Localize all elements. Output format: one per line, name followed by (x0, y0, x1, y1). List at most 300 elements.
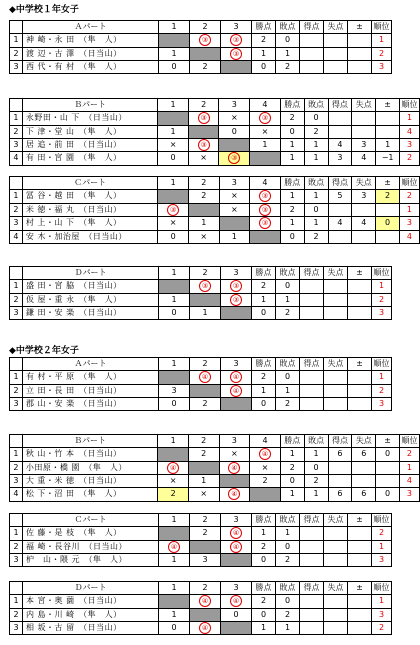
column-header: 2 (190, 21, 221, 34)
stat-cell: 0 (280, 230, 304, 243)
diagonal-cell (158, 190, 189, 204)
pair-name: 神 崎・永 田 （隼 人） (23, 34, 159, 48)
column-header: ± (348, 582, 372, 595)
diagonal-cell (221, 398, 252, 411)
header-corner (10, 267, 23, 280)
column-header: ± (376, 435, 400, 448)
column-header: 順位 (399, 435, 419, 448)
column-header: 3 (221, 358, 252, 371)
pair-name: 米 徳・福 丸 （日当山） (22, 203, 157, 217)
column-header: ± (348, 514, 372, 527)
column-header: 2 (190, 582, 221, 595)
table-row (10, 475, 420, 488)
row-number: 1 (10, 595, 23, 609)
stat-cell (352, 125, 376, 138)
win-mark: ③ (199, 34, 211, 46)
row-number: 2 (10, 203, 23, 217)
column-header: 1 (159, 514, 190, 527)
rank-cell: 1 (372, 595, 392, 609)
column-header: 得点 (300, 582, 324, 595)
stat-cell: 2 (252, 280, 276, 294)
column-header: 失点 (352, 99, 376, 112)
pair-name: 冨 谷・越 田 （隼 人） (22, 190, 157, 204)
rank-cell: 3 (372, 398, 392, 411)
pair-name: 西 代・有 村 （隼 人） (23, 61, 159, 74)
rank-cell: 3 (399, 488, 419, 502)
column-header: 敗点 (304, 435, 328, 448)
stat-cell: 0 (304, 203, 328, 217)
stat-cell: 2 (276, 61, 300, 74)
row-number: 1 (10, 527, 23, 541)
row-number: 3 (10, 475, 23, 488)
stat-cell (300, 47, 324, 61)
match-result-cell: × (250, 461, 281, 475)
row-number: 2 (10, 47, 23, 61)
pair-name: 村 上・山 下 （隼 人） (22, 217, 157, 231)
pair-name: 下 津・堂 山 （隼 人） (22, 125, 157, 138)
stat-cell: 1 (304, 448, 328, 462)
win-mark: ④ (228, 462, 240, 474)
win-mark: ③ (199, 280, 211, 292)
win-mark: ③ (198, 112, 210, 124)
diagonal-cell (190, 608, 221, 621)
pair-name: 福 崎・長谷川 （日当山） (23, 540, 159, 554)
row-number: 2 (10, 540, 23, 554)
column-header: 失点 (324, 358, 348, 371)
match-result-cell (250, 190, 281, 204)
column-header: 順位 (372, 514, 392, 527)
stat-cell (324, 595, 348, 609)
stat-cell: 0 (376, 448, 400, 462)
column-header: 勝点 (280, 435, 304, 448)
rank-cell: 4 (400, 125, 420, 138)
stat-cell: 2 (276, 307, 300, 320)
pair-name: 大 重・米 徳 （日当山） (22, 475, 157, 488)
match-result-cell: × (219, 112, 250, 126)
stat-cell (324, 608, 348, 621)
column-header: ± (348, 267, 372, 280)
stat-cell (300, 61, 324, 74)
table-row (10, 621, 392, 635)
part-name: Ａパート (23, 358, 159, 371)
win-mark: ④ (199, 371, 211, 383)
table-row (10, 398, 392, 411)
stat-cell (300, 540, 324, 554)
row-number: 2 (10, 125, 23, 138)
pair-name: 松 下・沼 田 （隼 人） (22, 488, 157, 502)
match-result-cell (190, 621, 221, 635)
match-result-cell (219, 152, 250, 166)
stat-cell: 1 (280, 217, 304, 231)
pair-name: 盛 田・宮 脇 （日当山） (23, 280, 159, 294)
stat-cell: 1 (252, 293, 276, 307)
rank-cell: 3 (372, 608, 392, 621)
column-header: 勝点 (252, 582, 276, 595)
column-header: 勝点 (252, 358, 276, 371)
stat-cell: 5 (328, 190, 352, 204)
column-header: 順位 (399, 177, 419, 190)
stat-cell: 1 (304, 152, 328, 166)
table-row (10, 371, 392, 385)
rank-cell: 4 (399, 475, 419, 488)
stat-cell (348, 554, 372, 567)
stat-cell: 0 (304, 112, 328, 126)
win-mark: ④ (230, 385, 242, 397)
rank-cell: 1 (399, 203, 419, 217)
match-result-cell (221, 280, 252, 294)
column-header: 2 (188, 99, 219, 112)
stat-cell (300, 34, 324, 48)
match-result-cell (190, 280, 221, 294)
stat-cell: 1 (276, 293, 300, 307)
rank-cell: 3 (372, 61, 392, 74)
win-mark: ③ (230, 34, 242, 46)
stat-cell: 2 (252, 371, 276, 385)
stat-cell: 0 (304, 461, 328, 475)
stat-cell: 0 (252, 608, 276, 621)
match-result-cell: 1 (159, 293, 190, 307)
column-header: 敗点 (276, 582, 300, 595)
row-number: 3 (10, 398, 23, 411)
pair-name: 居 追・前 田 （日当山） (22, 138, 157, 152)
rank-cell: 1 (372, 540, 392, 554)
rank-cell: 1 (372, 34, 392, 48)
stat-cell: 2 (276, 398, 300, 411)
part-name: Ｄパート (23, 267, 159, 280)
stat-cell: 1 (276, 384, 300, 398)
row-number: 2 (10, 461, 23, 475)
stat-cell (352, 112, 376, 126)
pair-name: 佐 藤・是 枝 （隼 人） (23, 527, 159, 541)
column-header: 3 (219, 435, 250, 448)
stat-cell: 1 (280, 152, 304, 166)
stat-cell (324, 540, 348, 554)
stat-cell: 1 (280, 488, 304, 502)
stat-cell (348, 61, 372, 74)
part-table (9, 176, 420, 244)
header-corner (10, 99, 23, 112)
match-result-cell (250, 448, 281, 462)
match-result-cell (250, 112, 281, 126)
part-table (9, 513, 392, 567)
diagonal-cell (159, 34, 190, 48)
column-header: 順位 (372, 21, 392, 34)
stat-cell (328, 461, 352, 475)
stat-cell (348, 621, 372, 635)
match-result-cell: 1 (190, 307, 221, 320)
row-number: 4 (10, 488, 23, 502)
column-header: 順位 (372, 582, 392, 595)
row-number: 1 (10, 34, 23, 48)
match-result-cell: 0 (159, 621, 190, 635)
row-number: 1 (10, 190, 23, 204)
stat-cell (324, 371, 348, 385)
stat-cell (324, 280, 348, 294)
diagonal-cell (250, 152, 281, 166)
match-result-cell: 0 (158, 152, 189, 166)
stat-cell: 1 (280, 138, 304, 152)
diagonal-cell (158, 112, 189, 126)
stat-cell (324, 398, 348, 411)
table-header-row (10, 435, 420, 448)
stat-cell: 2 (276, 554, 300, 567)
row-number: 3 (10, 554, 23, 567)
column-header: 2 (190, 358, 221, 371)
stat-cell (348, 34, 372, 48)
match-result-cell: 1 (250, 138, 281, 152)
diagonal-cell (190, 384, 221, 398)
stat-cell: 1 (276, 621, 300, 635)
pair-name: 立 田・長 田 （日当山） (23, 384, 159, 398)
win-mark: ④ (259, 448, 271, 460)
diagonal-cell (190, 540, 221, 554)
pair-name: 枦 山・隈 元 （隼 人） (23, 554, 159, 567)
column-header: 得点 (300, 358, 324, 371)
stat-cell (324, 293, 348, 307)
stat-cell: 1 (280, 190, 304, 204)
header-corner (10, 177, 23, 190)
table-row (10, 307, 392, 320)
column-header: 1 (159, 582, 190, 595)
stat-cell (324, 61, 348, 74)
rank-cell: 2 (372, 527, 392, 541)
match-result-cell: 0 (159, 61, 190, 74)
header-corner (10, 21, 23, 34)
column-header: 順位 (400, 99, 420, 112)
stat-cell: 2 (252, 595, 276, 609)
stat-cell: 2 (280, 461, 304, 475)
stat-cell (300, 384, 324, 398)
column-header: 4 (250, 177, 281, 190)
stat-cell: 1 (304, 488, 328, 502)
stat-cell: 2 (304, 230, 328, 243)
stat-cell (376, 112, 400, 126)
diagonal-cell (219, 475, 250, 488)
stat-cell: 1 (252, 384, 276, 398)
header-corner (10, 358, 23, 371)
stat-cell: 1 (304, 190, 328, 204)
pair-name: 小田原・橋 園 （隼 人） (22, 461, 157, 475)
column-header: 得点 (328, 435, 352, 448)
table-row (10, 203, 420, 217)
column-header: 1 (158, 435, 189, 448)
stat-cell: 0 (276, 371, 300, 385)
pair-name: 鎌 田・安 楽 （日当山） (23, 307, 159, 320)
match-result-cell: × (219, 203, 250, 217)
rank-cell: 4 (399, 230, 419, 243)
stat-cell: 6 (352, 488, 376, 502)
match-result-cell: 0 (159, 307, 190, 320)
stat-cell: 4 (328, 217, 352, 231)
column-header: 敗点 (276, 267, 300, 280)
column-header: 失点 (324, 21, 348, 34)
win-mark: ④ (199, 622, 211, 634)
stat-cell: 6 (328, 488, 352, 502)
stat-cell: 0 (376, 488, 400, 502)
row-number: 3 (10, 217, 23, 231)
stat-cell: 0 (276, 280, 300, 294)
stat-cell (324, 621, 348, 635)
stat-cell: 0 (376, 217, 400, 231)
match-result-cell: 1 (159, 554, 190, 567)
win-mark: ③ (259, 112, 271, 124)
pair-name: 有 田・宮 園 （隼 人） (22, 152, 157, 166)
match-result-cell (221, 384, 252, 398)
stat-cell (324, 307, 348, 320)
table-row (10, 488, 420, 502)
stat-cell: 1 (280, 448, 304, 462)
column-header: 4 (250, 435, 281, 448)
match-result-cell: × (250, 125, 281, 138)
match-result-cell (221, 527, 252, 541)
header-corner (10, 582, 23, 595)
win-mark: ③ (228, 152, 240, 164)
match-result-cell: × (188, 152, 219, 166)
column-header: 4 (250, 99, 281, 112)
match-result-cell: 2 (188, 190, 219, 204)
match-result-cell: 2 (190, 61, 221, 74)
match-result-cell (221, 34, 252, 48)
win-mark: ④ (230, 371, 242, 383)
part-table (9, 20, 392, 74)
stat-cell: 3 (328, 152, 352, 166)
win-mark: ③ (230, 280, 242, 292)
column-header: 敗点 (276, 358, 300, 371)
match-result-cell (188, 112, 219, 126)
column-header: ± (376, 99, 400, 112)
table-header-row (10, 99, 420, 112)
match-result-cell (221, 371, 252, 385)
column-header: 得点 (328, 177, 352, 190)
rank-cell: 3 (372, 307, 392, 320)
table-row (10, 280, 392, 294)
match-result-cell: 0 (219, 125, 250, 138)
match-result-cell (219, 461, 250, 475)
match-result-cell: 2 (250, 475, 281, 488)
column-header: 順位 (372, 358, 392, 371)
table-header-row (10, 358, 392, 371)
row-number: 2 (10, 608, 23, 621)
diagonal-cell (190, 47, 221, 61)
win-mark: ④ (230, 595, 242, 607)
row-number: 4 (10, 152, 23, 166)
column-header: 失点 (324, 267, 348, 280)
stat-cell (328, 230, 352, 243)
stat-cell (324, 527, 348, 541)
table-row (10, 540, 392, 554)
rank-cell: 1 (399, 461, 419, 475)
match-result-cell (221, 595, 252, 609)
table-row (10, 384, 392, 398)
stat-cell (300, 608, 324, 621)
stat-cell: 0 (252, 398, 276, 411)
match-result-cell: × (219, 190, 250, 204)
table-row (10, 152, 420, 166)
table-row (10, 47, 392, 61)
match-result-cell: 2 (190, 398, 221, 411)
match-result-cell (219, 488, 250, 502)
table-row (10, 608, 392, 621)
table-row (10, 138, 420, 152)
table-row (10, 461, 420, 475)
row-number: 3 (10, 138, 23, 152)
table-row (10, 527, 392, 541)
table-row (10, 125, 420, 138)
stat-cell (352, 203, 376, 217)
rank-cell: 3 (372, 554, 392, 567)
match-result-cell: 0 (221, 608, 252, 621)
stat-cell (300, 307, 324, 320)
stat-cell (348, 371, 372, 385)
match-result-cell: 0 (159, 398, 190, 411)
table-row (10, 293, 392, 307)
stat-cell: 1 (252, 527, 276, 541)
match-result-cell: 1 (188, 475, 219, 488)
table-row (10, 190, 420, 204)
win-mark: ④ (230, 527, 242, 539)
pair-name: 安 木・加治屋 （日当山） (22, 230, 157, 243)
stat-cell (300, 280, 324, 294)
header-corner (10, 514, 23, 527)
stat-cell (328, 203, 352, 217)
stat-cell: 2 (252, 34, 276, 48)
stat-cell (376, 230, 400, 243)
column-header: 得点 (300, 267, 324, 280)
stat-cell (376, 475, 400, 488)
match-result-cell (159, 540, 190, 554)
stat-cell (300, 554, 324, 567)
stat-cell (300, 293, 324, 307)
match-result-cell: 1 (159, 608, 190, 621)
column-header: 勝点 (252, 514, 276, 527)
stat-cell (348, 540, 372, 554)
stat-cell: 3 (352, 190, 376, 204)
stat-cell: 0 (276, 34, 300, 48)
win-mark: ③ (230, 294, 242, 306)
part-table (9, 581, 392, 635)
stat-cell (348, 384, 372, 398)
stat-cell (348, 595, 372, 609)
rank-cell: 2 (372, 384, 392, 398)
stat-cell (376, 203, 400, 217)
match-result-cell: × (188, 488, 219, 502)
match-result-cell: 1 (219, 230, 250, 243)
match-result-cell (190, 34, 221, 48)
row-number: 1 (10, 280, 23, 294)
column-header: 得点 (300, 21, 324, 34)
column-header: 2 (190, 267, 221, 280)
diagonal-cell (188, 461, 219, 475)
stat-cell (352, 461, 376, 475)
column-header: 1 (159, 21, 190, 34)
diagonal-cell (158, 448, 189, 462)
diagonal-cell (250, 488, 281, 502)
stat-cell: 0 (252, 307, 276, 320)
win-mark: ③ (230, 48, 242, 60)
match-result-cell (221, 540, 252, 554)
table-row (10, 448, 420, 462)
stat-cell: 1 (304, 217, 328, 231)
column-header: ± (348, 358, 372, 371)
win-mark: ④ (199, 595, 211, 607)
stat-cell: 1 (376, 138, 400, 152)
stat-cell (348, 527, 372, 541)
pair-name: 相 坂・古 留 （日当山） (23, 621, 159, 635)
column-header: 敗点 (276, 21, 300, 34)
stat-cell: 2 (280, 203, 304, 217)
stat-cell (324, 47, 348, 61)
rank-cell: 2 (372, 47, 392, 61)
